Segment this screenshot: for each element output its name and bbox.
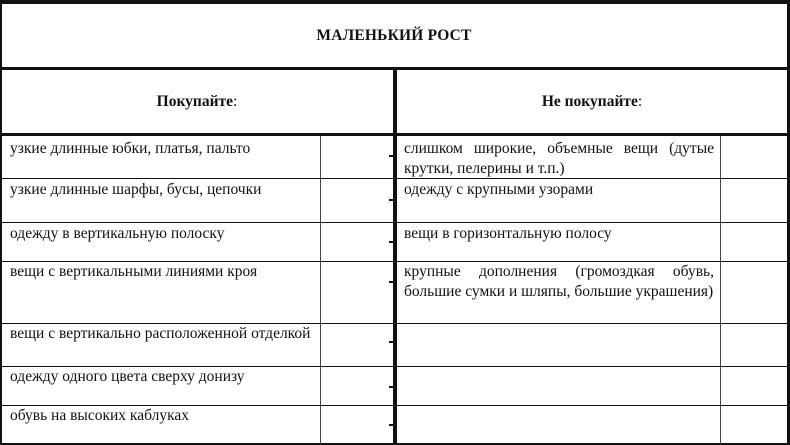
- tick-mark: [389, 341, 393, 343]
- dont-buy-cell-3: вещи в горизонтальную полосу: [404, 225, 612, 242]
- row-divider: [0, 222, 790, 223]
- center-divider: [393, 70, 397, 445]
- header-buy-colon: :: [233, 92, 238, 110]
- right-narrow-column-divider: [720, 136, 721, 444]
- tick-mark: [389, 199, 393, 201]
- header-dont-buy-label: Не покупайте: [541, 92, 638, 110]
- tick-mark: [389, 424, 393, 426]
- header-dont-buy: [396, 70, 788, 133]
- header-buy: [0, 70, 394, 133]
- dont-buy-cell-2: одежду с крупными узорами: [404, 181, 594, 198]
- tick-mark: [389, 241, 393, 243]
- buy-cell-5: вещи с вертикально расположенной отделкой: [10, 325, 311, 342]
- dont-buy-cell-4: крупные дополнения (громоздкая обувь, большие сумки и шляпы, большие украшения): [404, 263, 714, 300]
- buy-cell-6: одежду одного цвета сверху донизу: [10, 368, 245, 385]
- buy-cell-2: узкие длинные шарфы, бусы, цепочки: [10, 181, 262, 198]
- buy-cell-3: одежду в вертикальную полоску: [10, 225, 225, 242]
- buy-cell-7: обувь на высоких каблуках: [10, 407, 190, 424]
- buy-cell-1: узкие длинные юбки, платья, пальто: [10, 140, 251, 157]
- tick-mark: [389, 386, 393, 388]
- tick-mark: [389, 281, 393, 283]
- header-dont-buy-colon: :: [637, 92, 643, 110]
- buy-cell-4: вещи с вертикальными линиями кроя: [10, 263, 258, 280]
- left-narrow-column-divider: [320, 136, 321, 444]
- tick-mark: [389, 155, 393, 157]
- table-title: МАЛЕНЬКИЙ РОСТ: [316, 26, 472, 44]
- header-buy-label: Покупайте: [156, 92, 234, 110]
- dont-buy-cell-1: слишком широкие, объемные вещи (дутые крутки, пелерины и т.п.): [404, 140, 714, 177]
